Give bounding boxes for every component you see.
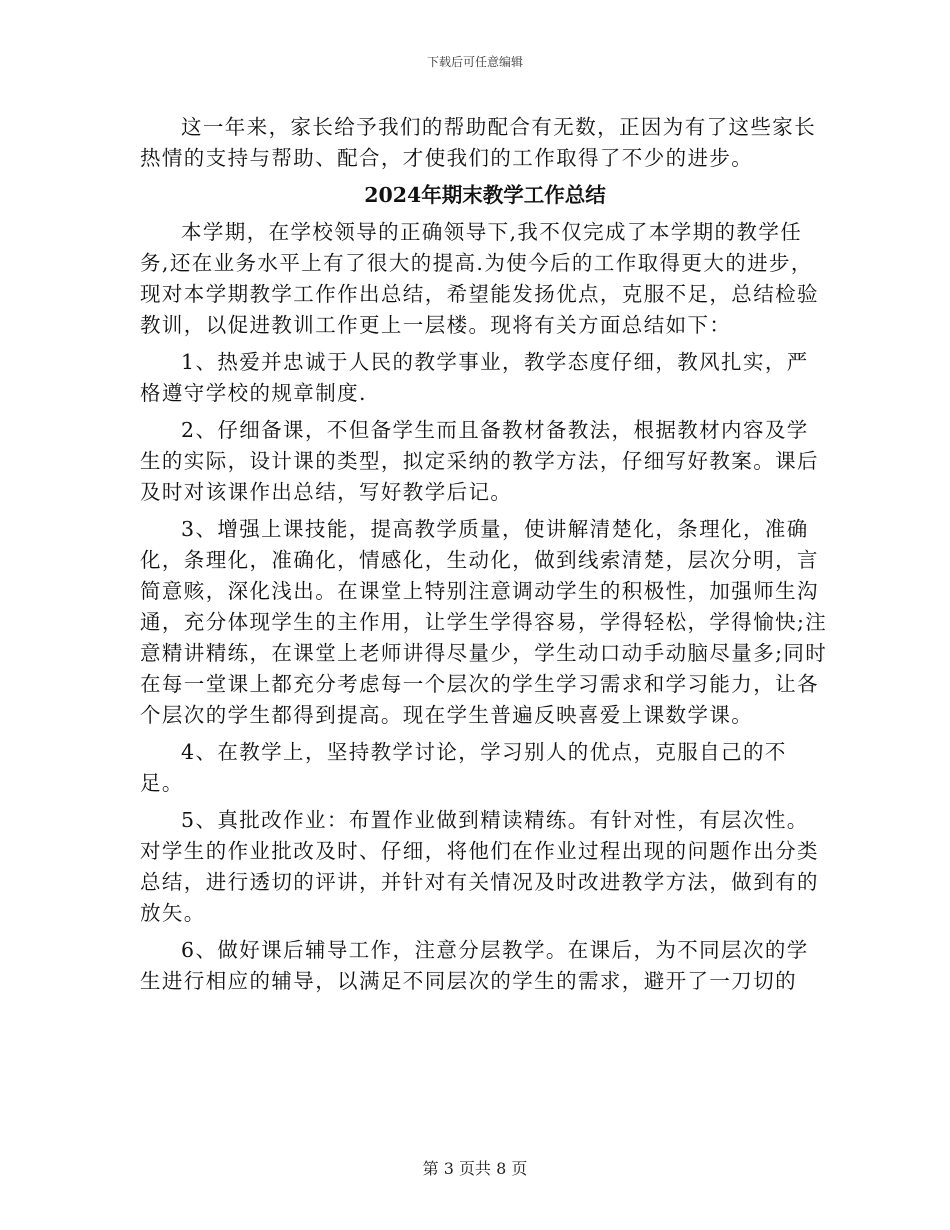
paragraph-summary-intro: 本学期，在学校领导的正确领导下,我不仅完成了本学期的教学任务,还在业务水平上有了很大的提高.为使今后的工作取得更大的进步，现对本学期教学工作作出总结，希望能发扬优点，克服不足，总结检验教训，以促进教训工作更上一层楼。现将有关方面总结如下：: [140, 220, 819, 337]
paragraph-item-5: 5、真批改作业：布置作业做到精读精练。有针对性，有层次性。对学生的作业批改及时、仔细，将他们在作业过程出现的问题作出分类总结，进行透切的评讲，并针对有关情况及时改进教学方法，做到有的放矢。: [140, 808, 819, 925]
paragraph-item-6: 6、做好课后辅导工作，注意分层教学。在课后，为不同层次的学生进行相应的辅导，以满足不同层次的学生的需求，避开了一刀切的: [140, 938, 809, 993]
page-header: 下载后可任意编辑: [426, 55, 523, 69]
intro-paragraph: 这一年来，家长给予我们的帮助配合有无数，正因为有了这些家长热情的支持与帮助、配合，才使我们的工作取得了不少的进步。: [140, 115, 817, 170]
page-number-footer: 第 3 页共 8 页: [422, 1159, 528, 1178]
paragraph-item-2: 2、仔细备课，不但备学生而且备教材备教法，根据教材内容及学生的实际，设计课的类型，拟定采纳的教学方法，仔细写好教案。课后及时对该课作出总结，写好教学后记。: [140, 418, 819, 504]
paragraph-item-3: 3、增强上课技能，提高教学质量，使讲解清楚化，条理化，准确化，条理化，准确化，情感化，生动化，做到线索清楚，层次分明，言简意赅，深化浅出。在课堂上特别注意调动学生的积极性，加强师生沟通，充分体现学生的主作用，让学生学得容易，学得轻松，学得愉快;注意精讲精练，在课堂上老师讲得尽量少，学生动口动手动脑尽量多;同时在每一堂课上都充分考虑每一个层次的学生学习需求和学习能力，让各个层次的学生都得到提高。现在学生普遍反映喜爱上课数学课。: [140, 517, 828, 727]
document-body: [140, 112, 830, 1003]
paragraph-item-1: 1、热爱并忠诚于人民的教学事业，教学态度仔细，教风扎实，严格遵守学校的规章制度.: [140, 350, 809, 405]
document-title: 2024年期末教学工作总结: [364, 183, 606, 207]
paragraph-item-4: 4、在教学上，坚持教学讨论，学习别人的优点，克服自己的不足。: [140, 740, 787, 795]
